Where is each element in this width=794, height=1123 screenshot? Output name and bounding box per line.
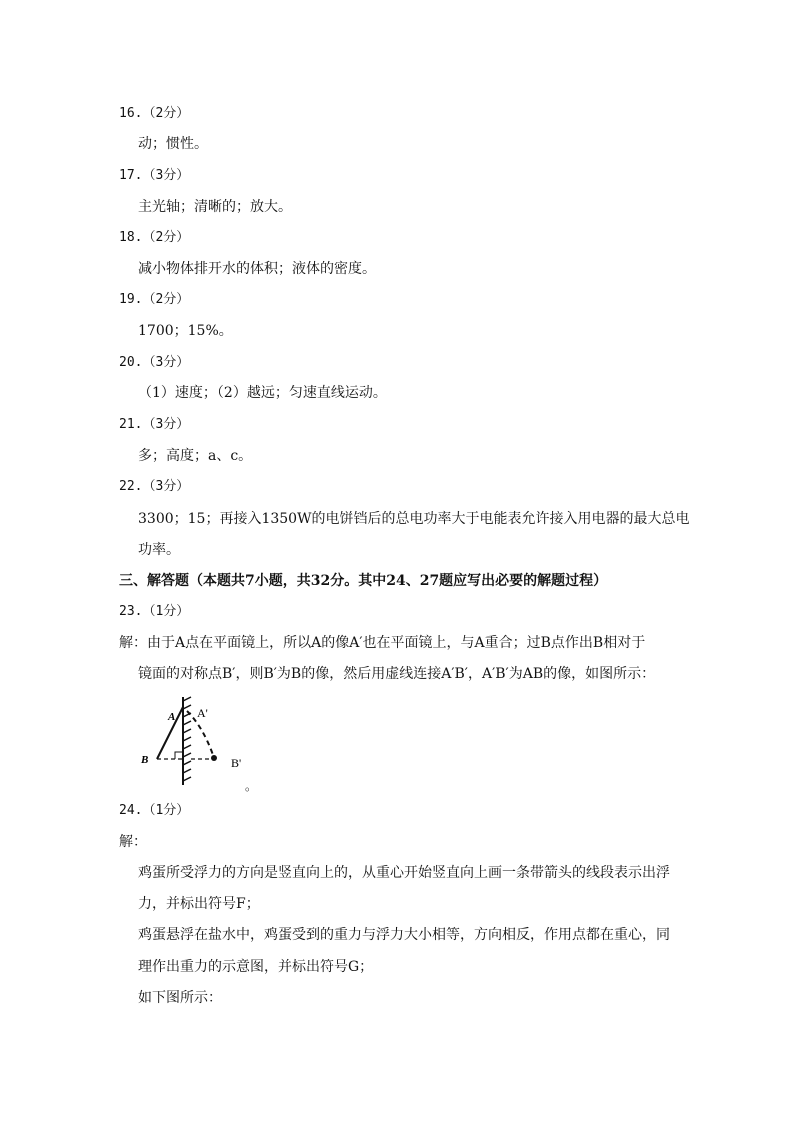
- item-17-answer: 主光轴；清晰的；放大。: [138, 199, 292, 215]
- label-b: B: [141, 754, 149, 766]
- mirror-hatching: [183, 697, 191, 781]
- item-24-solution-line3: 鸡蛋悬浮在盐水中，鸡蛋受到的重力与浮力大小相等，方向相反，作用点都在重心，同: [138, 927, 670, 943]
- item-20-number: 20.（3分）: [119, 355, 190, 370]
- item-22-answer-line2: 功率。: [138, 542, 180, 558]
- right-angle-mark: [175, 752, 183, 759]
- item-24-number: 24.（1分）: [119, 803, 190, 818]
- b-prime-arrowhead: [211, 755, 217, 761]
- label-a-prime: A': [197, 706, 208, 720]
- item-19-answer: 1700；15%。: [138, 323, 233, 339]
- label-a: A: [168, 711, 176, 723]
- item-21-number: 21.（3分）: [119, 417, 190, 432]
- item-21-answer: 多；高度；a、c。: [138, 448, 253, 464]
- label-b-prime: B': [231, 756, 242, 770]
- item-16-number: 16.（2分）: [119, 106, 190, 121]
- item-24-solution-line1: 鸡蛋所受浮力的方向是竖直向上的，从重心开始竖直向上画一条带箭头的线段表示出浮: [138, 865, 670, 881]
- item-24-solution-line5: 如下图所示：: [138, 990, 222, 1006]
- item-19-number: 19.（2分）: [119, 292, 190, 307]
- item-23-solution-line1: 解：由于A点在平面镜上，所以A的像A′也在平面镜上，与A重合；过B点作出B相对于: [119, 635, 646, 651]
- item-24-solution-line2: 力，并标出符号F；: [138, 896, 260, 912]
- item-23-solution-line2: 镜面的对称点B′，则B′为B的像，然后用虚线连接A′B′，A′B′为AB的像，如图所示：: [138, 666, 656, 682]
- item-17-number: 17.（3分）: [119, 168, 190, 183]
- item-23-number: 23.（1分）: [119, 604, 190, 619]
- item-24-jie: 解：: [119, 834, 147, 850]
- section-3-heading: 三、解答题（本题共7小题，共32分。其中24、27题应写出必要的解题过程）: [119, 573, 608, 589]
- item-24-solution-line4: 理作出重力的示意图，并标出符号G；: [138, 959, 374, 975]
- item-18-answer: 减小物体排开水的体积；液体的密度。: [138, 261, 376, 277]
- item-18-number: 18.（2分）: [119, 230, 190, 245]
- item-22-number: 22.（3分）: [119, 479, 190, 494]
- item-20-answer: （1）速度；（2）越远；匀速直线运动。: [138, 385, 387, 401]
- figure-end-mark: 。: [245, 779, 258, 793]
- item-16-answer: 动；惯性。: [138, 136, 208, 152]
- item-22-answer-line1: 3300；15；再接入1350W的电饼铛后的总电功率大于电能表允许接入用电器的最大总电: [138, 511, 690, 527]
- mirror-diagram: [135, 693, 275, 793]
